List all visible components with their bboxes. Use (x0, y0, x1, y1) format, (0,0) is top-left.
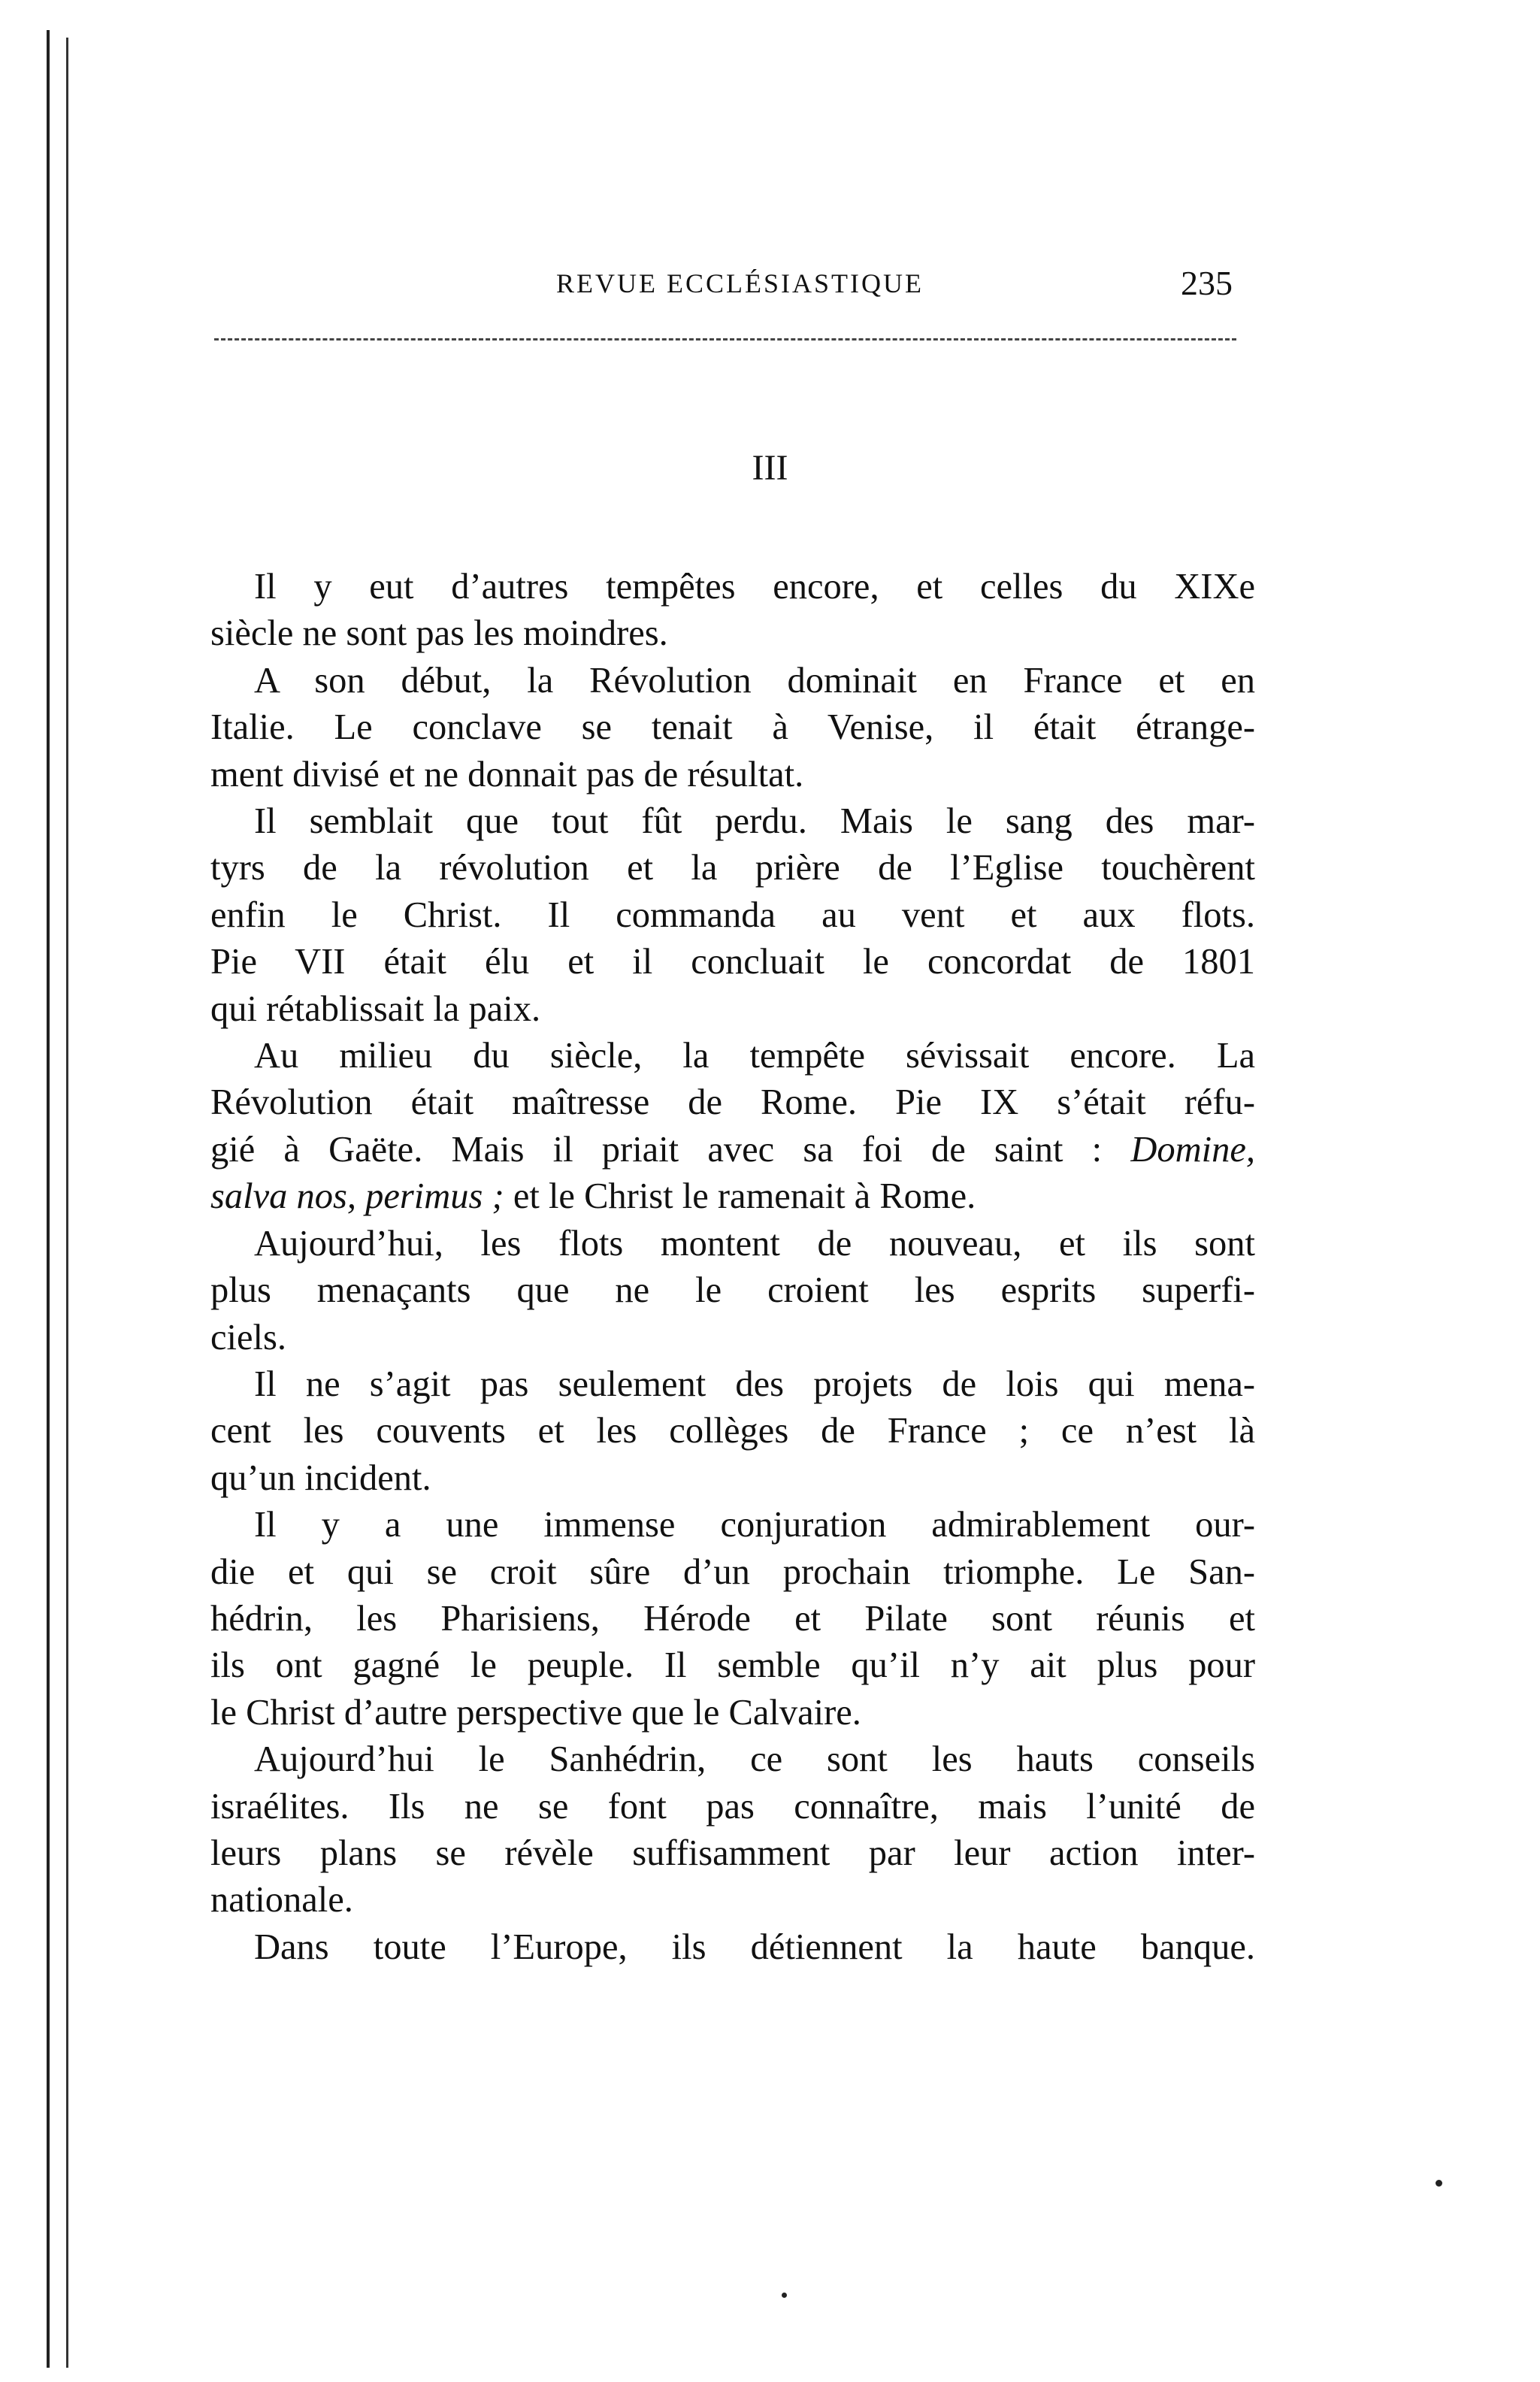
text-line: Révolution était maîtresse de Rome. Pie IX s’était réfu- (210, 1082, 1255, 1123)
text-line: die et qui se croit sûre d’un prochain triomphe. Le San- (210, 1551, 1255, 1592)
text-line: cent les couvents et les collèges de France ; ce n’est là (210, 1411, 1255, 1451)
text-line: le Christ d’autre perspective que le Calvaire. (210, 1692, 861, 1733)
text-line: Il ne s’agit pas seulement des projets de lois qui mena- (254, 1364, 1255, 1404)
text-line: qui rétablissait la paix. (210, 988, 541, 1029)
text-line: Il semblait que tout fût perdu. Mais le sang des mar- (254, 801, 1255, 842)
running-title: REVUE ECCLÉSIASTIQUE (556, 268, 924, 298)
page-binding-edge-inner (66, 38, 68, 2368)
page-number: 235 (1181, 264, 1233, 302)
text-line: hédrin, les Pharisiens, Hérode et Pilate sont réunis et (210, 1598, 1255, 1639)
body-text (210, 564, 1255, 1971)
text-line: qu’un incident. (210, 1457, 431, 1498)
text-line: Italie. Le conclave se tenait à Venise, il était étrange- (210, 707, 1255, 748)
text-line: Dans toute l’Europe, ils détiennent la haute banque. (254, 1926, 1255, 1967)
text-line: Pie VII était élu et il concluait le concordat de 1801 (210, 942, 1255, 982)
scan-speck (782, 2293, 787, 2298)
text-line: ment divisé et ne donnait pas de résultat. (210, 754, 804, 795)
text-line: Il y a une immense conjuration admirablement our- (254, 1505, 1255, 1545)
text-line: enfin le Christ. Il commanda au vent et aux flots. (210, 894, 1255, 935)
text-line: Aujourd’hui, les flots montent de nouveau, et ils sont (254, 1223, 1255, 1264)
text-line: ciels. (210, 1317, 287, 1357)
text-line: Aujourd’hui le Sanhédrin, ce sont les hauts conseils (254, 1739, 1255, 1780)
text-line: ils ont gagné le peuple. Il semble qu’il n’y ait plus pour (210, 1645, 1255, 1686)
text-line: Il y eut d’autres tempêtes encore, et celles du XIXe (254, 567, 1255, 607)
text-line: israélites. Ils ne se font pas connaître, mais l’unité de (210, 1786, 1255, 1827)
text-segment: gié à Gaëte. Mais il priait avec sa foi de saint : (210, 1129, 1103, 1170)
header-rule (214, 338, 1236, 341)
scan-speck (1436, 2180, 1442, 2187)
text-line: nationale. (210, 1880, 353, 1920)
text-line: plus menaçants que ne le croient les esprits superfi- (210, 1270, 1255, 1311)
text-segment: et le Christ le ramenait à Rome. (513, 1176, 976, 1217)
text-line: siècle ne sont pas les moindres. (210, 613, 668, 654)
section-number: III (752, 448, 788, 488)
text-line (210, 1173, 1255, 1220)
page-binding-edge (47, 30, 50, 2368)
latin-quote: Domine, (1130, 1129, 1255, 1170)
text-line: leurs plans se révèle suffisamment par leur action inter- (210, 1833, 1255, 1873)
latin-quote: salva nos, perimus ; (210, 1176, 504, 1217)
text-line: tyrs de la révolution et la prière de l’Eglise touchèrent (210, 848, 1255, 888)
text-line (210, 1127, 1255, 1173)
text-line: A son début, la Révolution dominait en France et en (254, 660, 1255, 701)
text-line: Au milieu du siècle, la tempête sévissait encore. La (254, 1036, 1255, 1076)
running-head (210, 263, 1248, 308)
